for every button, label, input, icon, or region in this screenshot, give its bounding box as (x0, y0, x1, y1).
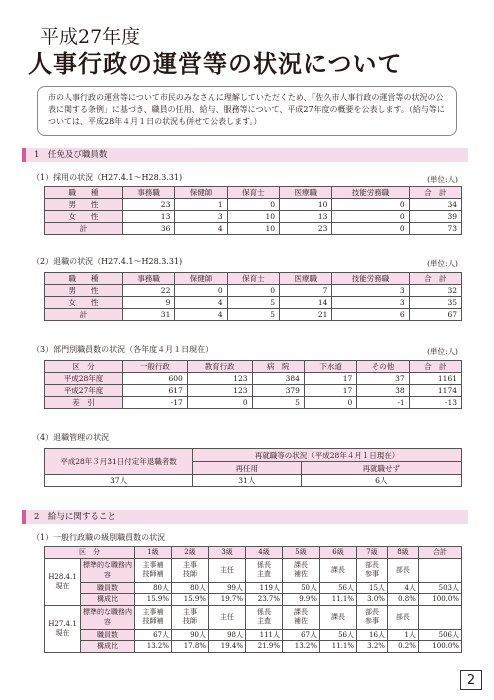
cell-value: 50人 (283, 582, 320, 594)
cell-value: 123 (187, 373, 252, 385)
caption-retirement: （2）退職の状況（H27.4.1～H28.3.31) (32, 257, 183, 266)
column-header: 合計 (418, 547, 461, 559)
cell-value: 35 (409, 297, 461, 309)
cell-value: 0 (227, 285, 279, 297)
cell-value: 17.8% (172, 641, 209, 653)
post-cell: 部長 参事 (357, 558, 388, 582)
retirement-table (44, 272, 462, 321)
column-header: 7級 (357, 547, 388, 559)
cell-value: 13 (123, 211, 175, 223)
table-row (45, 641, 462, 653)
column-header: 事務職 (123, 273, 175, 285)
column-header: 病 院 (252, 361, 304, 373)
cell-value: 15.9% (172, 594, 209, 606)
row-label: 職員数 (81, 629, 135, 641)
row-label: 構成比 (81, 594, 135, 606)
cell-value: 23 (123, 199, 175, 211)
table-row (45, 309, 462, 321)
cell-value: 0 (332, 211, 409, 223)
cell-value: 22 (123, 285, 175, 297)
cell-value: 123 (187, 385, 252, 397)
cell-value: 111人 (246, 629, 283, 641)
cell-value: 73 (409, 223, 461, 235)
cell-value: 1 (175, 199, 227, 211)
column-header: 保育士 (227, 273, 279, 285)
cell-value: 10 (227, 211, 279, 223)
post-cell: 主事補 技師補 (135, 605, 172, 629)
post-cell: 部長 参事 (357, 605, 388, 629)
page-number: 2 (460, 670, 482, 690)
post-cell: 課長 (320, 605, 357, 629)
cell-value: 67人 (135, 629, 172, 641)
cell-value: 39 (409, 211, 461, 223)
cell-value: 503人 (418, 582, 461, 594)
column-header: その他 (357, 361, 409, 373)
cell-value: 80人 (135, 582, 172, 594)
table-row (45, 397, 462, 409)
cell-value: 119人 (246, 582, 283, 594)
cell-value: 90人 (172, 629, 209, 641)
cell-value: -13 (409, 397, 461, 409)
cell-value: 13 (280, 211, 332, 223)
column-header: 下水道 (304, 361, 356, 373)
cell-value: 11.1% (320, 594, 357, 606)
post-cell: 部長 (387, 558, 418, 582)
column-header: 保健師 (175, 273, 227, 285)
column-header: 教育行政 (187, 361, 252, 373)
cell-value: 15.9% (135, 594, 172, 606)
cell-value: 5 (252, 397, 304, 409)
row-label: 女 性 (45, 211, 123, 223)
grade-table (44, 546, 462, 653)
cell-value: 15人 (357, 582, 388, 594)
cell-value: 80人 (172, 582, 209, 594)
cell-value: 3 (332, 297, 409, 309)
reappointed-count: 31人 (193, 475, 302, 487)
column-header: 合 計 (409, 187, 461, 199)
row-label: 差 引 (45, 397, 123, 409)
table-row (45, 199, 462, 211)
table-row (45, 582, 462, 594)
cell-value: 506人 (418, 629, 461, 641)
post-cell: 係長 主査 (246, 605, 283, 629)
cell-value: 7 (280, 285, 332, 297)
post-cell: 主事補 技師補 (135, 558, 172, 582)
retire-mgmt-table (44, 448, 462, 487)
cell-value: 23 (280, 223, 332, 235)
cell-value: 17 (304, 373, 356, 385)
cell-value: 0 (332, 223, 409, 235)
column-header: 保健師 (175, 187, 227, 199)
not-reemployed-header: 再就職せず (301, 462, 461, 475)
column-header: 医療職 (280, 273, 332, 285)
cell-value: 5 (227, 309, 279, 321)
row-label: 平成27年度 (45, 385, 123, 397)
row-label: 標準的な職務内容 (81, 605, 135, 629)
not-reemployed-count: 6人 (301, 475, 461, 487)
cell-value: 600 (123, 373, 188, 385)
cell-value: 9 (123, 297, 175, 309)
cell-value: 19.4% (209, 641, 246, 653)
column-header: 8級 (387, 547, 418, 559)
cell-value: 0.2% (387, 641, 418, 653)
cell-value: 5 (227, 297, 279, 309)
cell-value: 56人 (320, 629, 357, 641)
reemploy-header: 再就職等の状況（平成28年４月１日現在） (193, 449, 462, 462)
cell-value: 34 (409, 199, 461, 211)
cell-value: 67 (409, 309, 461, 321)
section-heading-salary: 2 給与に関すること (22, 510, 468, 524)
post-cell: 係長 主査 (246, 558, 283, 582)
cell-value: 617 (123, 385, 188, 397)
caption-department: （3）部門別職員数の状況（各年度４月１日現在） (32, 345, 214, 354)
cell-value: 37 (357, 373, 409, 385)
cell-value: 67人 (283, 629, 320, 641)
cell-value: 23.7% (246, 594, 283, 606)
row-label: 計 (45, 223, 123, 235)
row-label: 構成比 (81, 641, 135, 653)
cell-value: 100.0% (418, 594, 461, 606)
column-header: 事務職 (123, 187, 175, 199)
column-header: 区 分 (45, 547, 135, 559)
column-header: 医療職 (280, 187, 332, 199)
cell-value: 4 (175, 309, 227, 321)
cell-value: 11.1% (320, 641, 357, 653)
cell-value: 379 (252, 385, 304, 397)
row-label: 平成28年度 (45, 373, 123, 385)
row-label: 女 性 (45, 297, 123, 309)
column-header: 職 種 (45, 273, 123, 285)
table-row (45, 373, 462, 385)
cell-value: 4人 (387, 582, 418, 594)
department-table (44, 360, 462, 409)
cell-value: 13.2% (135, 641, 172, 653)
table-row (45, 385, 462, 397)
caption-retire-mgmt: （4）退職管理の状況 (32, 433, 110, 442)
cell-value: 1174 (409, 385, 461, 397)
cell-value: 384 (252, 373, 304, 385)
cell-value: 4 (175, 297, 227, 309)
column-header: 技能労務職 (332, 273, 409, 285)
cell-value: 99人 (209, 582, 246, 594)
cell-value: 1161 (409, 373, 461, 385)
cell-value: 6 (332, 309, 409, 321)
cell-value: 32 (409, 285, 461, 297)
cell-value: -1 (357, 397, 409, 409)
page-subtitle: 平成27年度 (40, 26, 141, 48)
retire-count: 37人 (45, 475, 193, 487)
column-header: 3級 (209, 547, 246, 559)
column-header: 職 種 (45, 187, 123, 199)
column-header: 5級 (283, 547, 320, 559)
column-header: 区 分 (45, 361, 123, 373)
post-cell: 主任 (209, 605, 246, 629)
cell-value: 0 (187, 397, 252, 409)
cell-value: 100.0% (418, 641, 461, 653)
column-header: 技能労務職 (332, 187, 409, 199)
post-cell: 課長 (320, 558, 357, 582)
table-row (45, 594, 462, 606)
cell-value: 56人 (320, 582, 357, 594)
cell-value: 4 (175, 223, 227, 235)
group-label: H27.4.1 現在 (45, 605, 81, 652)
hiring-table (44, 186, 462, 235)
cell-value: -17 (123, 397, 188, 409)
column-header: 一般行政 (123, 361, 188, 373)
row-label: 職員数 (81, 582, 135, 594)
row-label: 標準的な職務内容 (81, 558, 135, 582)
cell-value: 0.8% (387, 594, 418, 606)
cell-value: 31 (123, 309, 175, 321)
cell-value: 3 (175, 211, 227, 223)
cell-value: 1人 (387, 629, 418, 641)
column-header: 1級 (135, 547, 172, 559)
unit-department: (単位:人) (427, 347, 458, 356)
table-row (45, 629, 462, 641)
cell-value: 0 (304, 397, 356, 409)
table-row (45, 223, 462, 235)
column-header: 合 計 (409, 361, 461, 373)
cell-value: 10 (280, 199, 332, 211)
column-header: 6級 (320, 547, 357, 559)
caption-hiring: （1）採用の状況（H27.4.1～H28.3.31) (32, 173, 183, 182)
table-row (45, 285, 462, 297)
post-cell: 課長 補佐 (283, 605, 320, 629)
cell-value: 0 (332, 199, 409, 211)
cell-value: 0 (175, 285, 227, 297)
post-cell: 主事 技師 (172, 605, 209, 629)
cell-value: 9.9% (283, 594, 320, 606)
column-header: 保育士 (227, 187, 279, 199)
cell-value: 98人 (209, 629, 246, 641)
cell-value: 14 (280, 297, 332, 309)
cell-value: 36 (123, 223, 175, 235)
row-label: 男 性 (45, 285, 123, 297)
post-cell: 主任 (209, 558, 246, 582)
group-label: H28.4.1 現在 (45, 558, 81, 605)
section-heading-appointments: 1 任免及び職員数 (22, 148, 468, 162)
cell-value: 21 (280, 309, 332, 321)
cell-value: 3 (332, 285, 409, 297)
table-row (45, 211, 462, 223)
cell-value: 38 (357, 385, 409, 397)
cell-value: 3.2% (357, 641, 388, 653)
cell-value: 19.7% (209, 594, 246, 606)
post-cell: 課長 補佐 (283, 558, 320, 582)
unit-hiring: (単位:人) (427, 175, 458, 184)
cell-value: 16人 (357, 629, 388, 641)
row-label: 男 性 (45, 199, 123, 211)
retire-header: 平成28年３月31日付定年退職者数 (45, 449, 193, 475)
caption-grade: （1）一般行政職の級別職員数の状況 (32, 533, 166, 542)
page-title: 人事行政の運営等の状況について (28, 49, 403, 78)
cell-value: 3.0% (357, 594, 388, 606)
post-cell: 部長 (387, 605, 418, 629)
column-header: 4級 (246, 547, 283, 559)
table-row (45, 297, 462, 309)
cell-value: 21.9% (246, 641, 283, 653)
cell-value: 17 (304, 385, 356, 397)
intro-box: 市の人事行政の運営等について市民のみなさんに理解していただくため、「佐久市人事行政の運営等の状況の公表に関する条例」に基づき、職員の任用、給与、服務等について、平成27年度の概要を公表します。（給与等については、平成28年４月１日の状況も併せて公表します。） (37, 86, 457, 136)
column-header: 合 計 (409, 273, 461, 285)
unit-retirement: (単位:人) (427, 259, 458, 268)
cell-value: 0 (227, 199, 279, 211)
row-label: 計 (45, 309, 123, 321)
reappointed-header: 再任用 (193, 462, 302, 475)
column-header: 2級 (172, 547, 209, 559)
cell-value: 13.2% (283, 641, 320, 653)
post-cell: 主事 技師 (172, 558, 209, 582)
cell-value: 10 (227, 223, 279, 235)
